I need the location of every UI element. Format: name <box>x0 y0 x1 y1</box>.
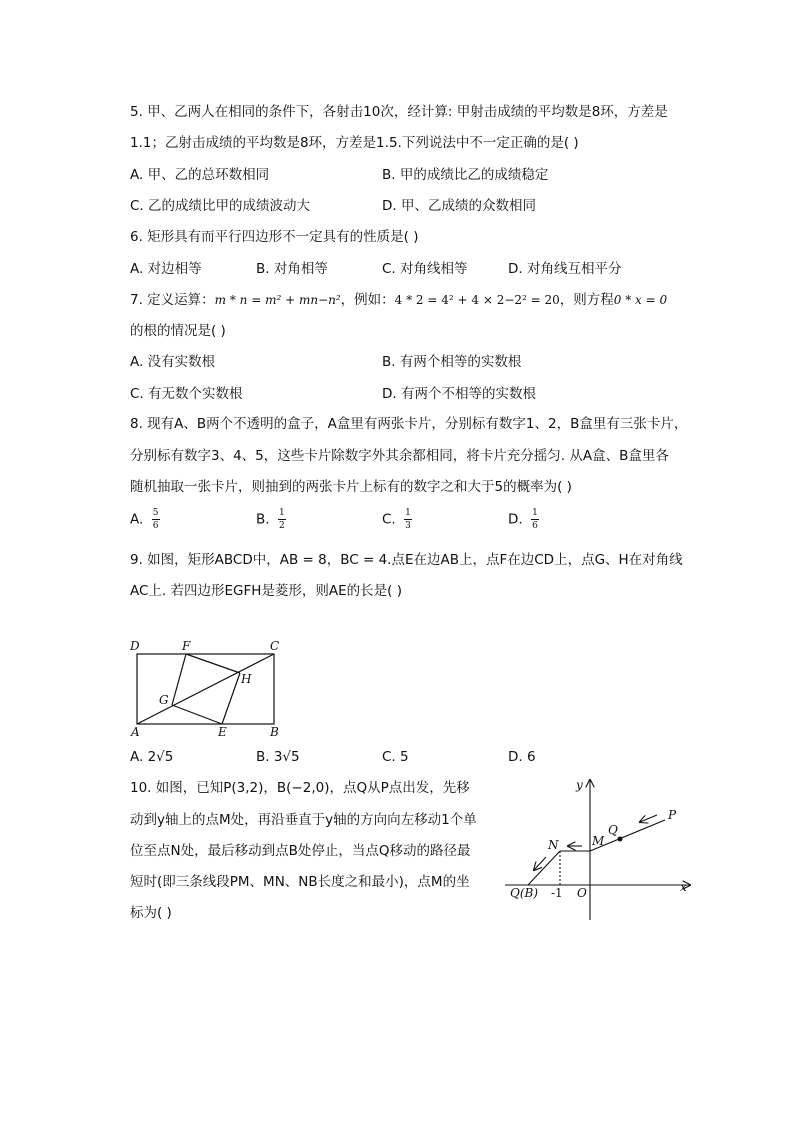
q5-line-2: 1.1；乙射击成绩的平均数是8环，方差是1.5.下列说法中不一定正确的是( ) <box>130 135 579 151</box>
q8-line-3: 随机抽取一张卡片，则抽到的两张卡片上标有的数字之和大于5的概率为( ) <box>130 479 572 495</box>
fraction-denominator: 6 <box>532 521 538 531</box>
q5-option-d: D. 甲、乙成绩的众数相同 <box>382 198 536 214</box>
q9-option-a: A. 2√5 <box>130 749 174 765</box>
q9-line-1: 9. 如图，矩形ABCD中，AB = 8，BC = 4.点E在边AB上，点F在边CD上，点G、H在对角线 <box>130 552 683 568</box>
q9-line-2: AC上. 若四边形EGFH是菱形，则AE的长是( ) <box>130 583 403 599</box>
segment-fh <box>186 654 240 673</box>
q6-option-b: B. 对角相等 <box>256 261 328 277</box>
label-h: H <box>241 672 252 686</box>
q10-line-4: 短时(即三条线段PM、MN、NB长度之和最小)，点M的坐 <box>130 874 470 890</box>
q8-option-b-label: B. <box>256 511 270 528</box>
label-y: y <box>576 778 583 792</box>
segment-nb <box>528 851 560 885</box>
q8-option-a-label: A. <box>130 511 144 528</box>
q7-prefix: 7. 定义运算： <box>130 292 215 308</box>
fraction-numerator: 5 <box>152 508 159 518</box>
q9-option-b: B. 3√5 <box>256 749 300 765</box>
q10-line-1: 10. 如图，已知P(3,2)，B(−2,0)，点Q从P点出发，先移 <box>130 780 470 796</box>
label-e: E <box>218 725 227 738</box>
segment-he <box>222 673 240 724</box>
q9-option-d: D. 6 <box>508 749 536 765</box>
q8-option-a-fraction <box>152 508 160 531</box>
q10-line-2: 动到y轴上的点M处，再沿垂直于y轴的方向向左移动1个单 <box>130 812 477 828</box>
fraction-denominator: 6 <box>152 521 159 531</box>
q7-line-1 <box>130 291 667 309</box>
label-q-b: Q(B) <box>510 886 539 900</box>
q6-line-1: 6. 矩形具有而平行四边形不一定具有的性质是( ) <box>130 229 419 245</box>
fraction-denominator: 3 <box>405 521 411 531</box>
fraction-numerator: 1 <box>405 508 411 518</box>
q8-line-1: 8. 现有A、B两个不透明的盒子，A盒里有两张卡片，分别标有数字1、2，B盒里有三张卡片， <box>130 416 688 432</box>
q5-option-b: B. 甲的成绩比乙的成绩稳定 <box>382 167 549 183</box>
label-x: x <box>680 880 687 894</box>
q7-line-2: 的根的情况是( ) <box>130 323 226 339</box>
q9-rhombus-figure <box>128 638 298 738</box>
q7-option-d: D. 有两个不相等的实数根 <box>382 386 536 402</box>
q10-line-3: 位至点N处，最后移动到点B处停止，当点Q移动的路径最 <box>130 843 471 859</box>
label-q: Q <box>608 823 618 837</box>
q7-mid: ，例如： <box>340 292 395 308</box>
diagonal-ac <box>137 654 274 724</box>
q8-option-c-fraction <box>404 508 412 531</box>
q10-coordinate-figure <box>500 775 700 925</box>
q7-formula-equation: 0 * x = 0 <box>613 293 668 307</box>
q8-option-d-label: D. <box>508 511 523 528</box>
label-d: D <box>130 639 140 653</box>
direction-arrow-pm <box>640 815 657 822</box>
q6-option-c: C. 对角线相等 <box>382 261 468 277</box>
label-b: B <box>270 725 279 738</box>
fraction-numerator: 1 <box>532 508 538 518</box>
segment-gf <box>172 654 186 705</box>
q8-option-d <box>508 508 539 531</box>
label-o: O <box>577 886 587 900</box>
label-g: G <box>159 693 169 707</box>
label-c: C <box>270 639 280 653</box>
q8-option-c-label: C. <box>382 511 396 528</box>
fraction-numerator: 1 <box>278 508 285 518</box>
q10-line-5: 标为( ) <box>130 905 172 921</box>
q8-option-a <box>130 508 160 531</box>
q7-option-b: B. 有两个相等的实数根 <box>382 354 522 370</box>
q5-line-1: 5. 甲、乙两人在相同的条件下，各射击10次，经计算: 甲射击成绩的平均数是8环，方差是 <box>130 104 668 120</box>
label-m: M <box>592 834 605 848</box>
label-a: A <box>131 725 140 738</box>
fraction-denominator: 2 <box>278 521 285 531</box>
label-n: N <box>548 838 559 852</box>
q5-option-c: C. 乙的成绩比甲的成绩波动大 <box>130 198 311 214</box>
q5-option-a: A. 甲、乙的总环数相同 <box>130 167 270 183</box>
point-q <box>618 837 623 842</box>
q8-option-c <box>382 508 412 531</box>
q8-option-b-fraction <box>278 508 286 531</box>
q6-option-d: D. 对角线互相平分 <box>508 261 622 277</box>
q7-formula-definition: m * n = m² + mn−n² <box>214 293 341 307</box>
q7-formula-example: 4 * 2 = 4² + 4 × 2−2² = 20 <box>394 293 560 307</box>
q6-option-a: A. 对边相等 <box>130 261 202 277</box>
q7-option-a: A. 没有实数根 <box>130 354 216 370</box>
segment-eg <box>172 705 222 724</box>
label-p: P <box>668 808 677 822</box>
label-f: F <box>182 639 191 653</box>
q8-option-d-fraction <box>531 508 539 531</box>
label-minus-one: -1 <box>551 886 563 900</box>
q7-option-c: C. 有无数个实数根 <box>130 386 243 402</box>
q8-option-b <box>256 508 286 531</box>
q9-option-c: C. 5 <box>382 749 409 765</box>
q7-suffix: ，则方程 <box>559 292 614 308</box>
q8-line-2: 分别标有数字3、4、5，这些卡片除数字外其余都相同，将卡片充分摇匀. 从A盒、B盒里各 <box>130 448 669 464</box>
